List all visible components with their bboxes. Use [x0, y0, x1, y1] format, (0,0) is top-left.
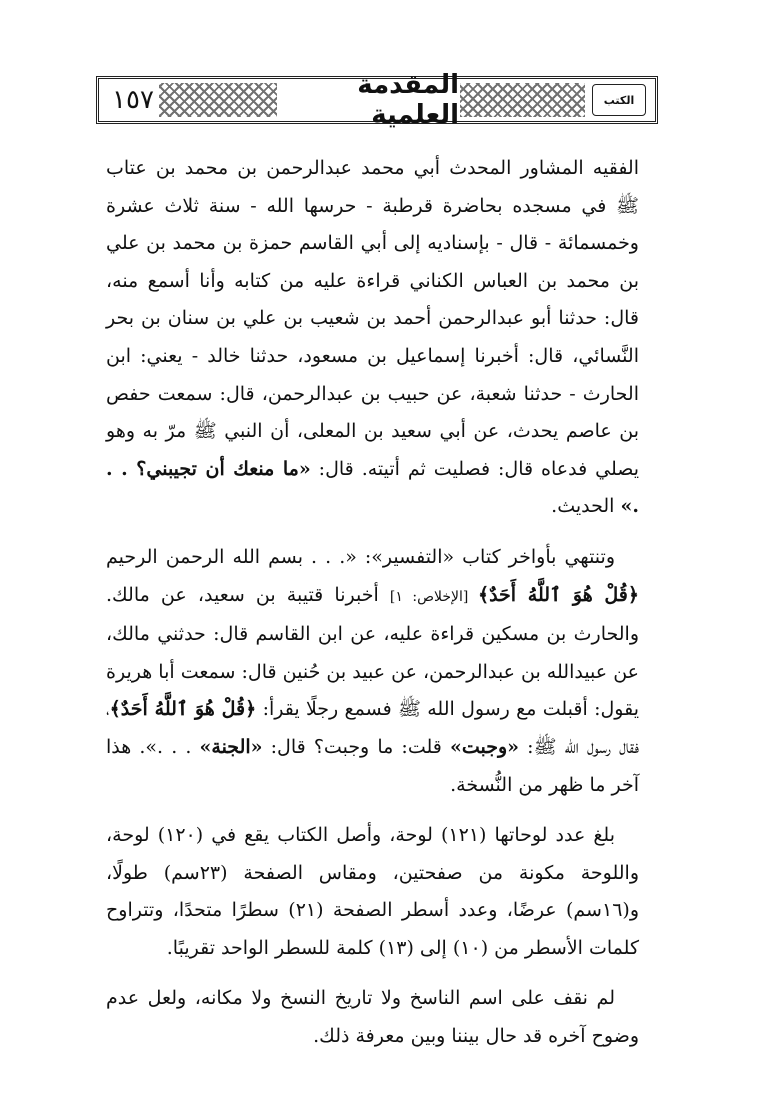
- header-ornament-left: [159, 83, 279, 117]
- text-segment: ، فقال رسول الله ﷺ:: [106, 698, 639, 758]
- page-title-text: المقدمة العلمية: [357, 70, 459, 130]
- text-segment: أخبرنا قتيبة بن سعيد، عن مالك. والحارث بن مسكين قراءة عليه، عن ابن القاسم قال: حدثني مالك، عن عبيدالله بن عبدالرحمن، عن عبيد بن حُنين قال: سمعت أبا هريرة يقول: أقبلت مع رسول الله ﷺ فسمع رجلًا يقرأ:: [106, 583, 639, 721]
- bold-text-segment: «وجبت»: [449, 735, 520, 758]
- text-segment: . . .». هذا آخر ما ظهر من النُّسخة.: [106, 735, 639, 796]
- text-segment: وتنتهي بأواخر كتاب «التفسير»: «. . . بسم الله الرحمن الرحيم: [106, 545, 615, 568]
- paragraph: [106, 980, 639, 1055]
- page-title: [277, 70, 459, 130]
- page-number: [105, 82, 161, 118]
- paragraph: [106, 817, 639, 967]
- bold-text-segment: «الجنة»: [199, 735, 263, 758]
- bold-text-segment: «ما منعك أن تجيبني؟ . . .»: [106, 457, 639, 518]
- text-segment: [الإخلاص: ١]: [389, 588, 478, 605]
- bold-text-segment: ﴿قُلْ هُوَ ٱللَّهُ أَحَدٌ﴾: [109, 698, 257, 721]
- header-ornament-right: [460, 83, 585, 117]
- text-segment: لم نقف على اسم الناسخ ولا تاريخ النسخ ولا مكانه، ولعل عدم وضوح آخره قد حال بيننا وبين معرفة ذلك.: [106, 987, 639, 1048]
- body-text: [106, 150, 639, 1056]
- text-segment: قلت: ما وجبت؟ قال:: [262, 735, 450, 758]
- page-header: [96, 70, 658, 130]
- logo-text: الكتب: [603, 93, 635, 107]
- text-segment: بلغ عدد لوحاتها (١٢١) لوحة، وأصل الكتاب يقع في (١٢٠) لوحة، واللوحة مكونة من صفحتين، ومقاس الصفحة (٢٣سم) طولًا، و(١٦سم) عرضًا، وعدد أسطر الصفحة (٢١) سطرًا متحدًا، وتتراوح كلمات الأسطر من (١٠) إلى (١٣) كلمة للسطر الواحد تقريبًا.: [106, 824, 639, 959]
- paragraph: [106, 150, 639, 526]
- page-number-text: ١٥٧: [112, 85, 154, 115]
- text-segment: الفقيه المشاور المحدث أبي محمد عبدالرحمن بن محمد بن عتاب ﷺ في مسجده بحاضرة قرطبة - حرسها الله - سنة ثلاث عشرة وخمسمائة - قال - بإسناديه إلى أبي القاسم حمزة بن محمد بن علي بن محمد بن العباس الكناني قراءة عليه من كتابه وأنا أسمع منه، قال: حدثنا أبو عبدالرحمن أحمد بن شعيب بن علي بن سنان بن بحر النَّسائي، قال: أخبرنا إسماعيل بن مسعود، حدثنا خالد - يعني: ابن الحارث - حدثنا شعبة، عن حبيب بن عبدالرحمن، قال: سمعت حفص بن عاصم يحدث، عن أبي سعيد بن المعلى، أن النبي ﷺ مرّ به وهو يصلي فدعاه قال: فصليت ثم أتيته. قال:: [106, 157, 639, 480]
- paragraph: [106, 539, 639, 804]
- text-segment: الحديث.: [551, 495, 621, 518]
- bold-text-segment: ﴿قُلْ هُوَ ٱللَّهُ أَحَدٌ﴾: [477, 583, 640, 606]
- publisher-logo: [589, 82, 649, 118]
- logo-frame-icon: [592, 84, 646, 116]
